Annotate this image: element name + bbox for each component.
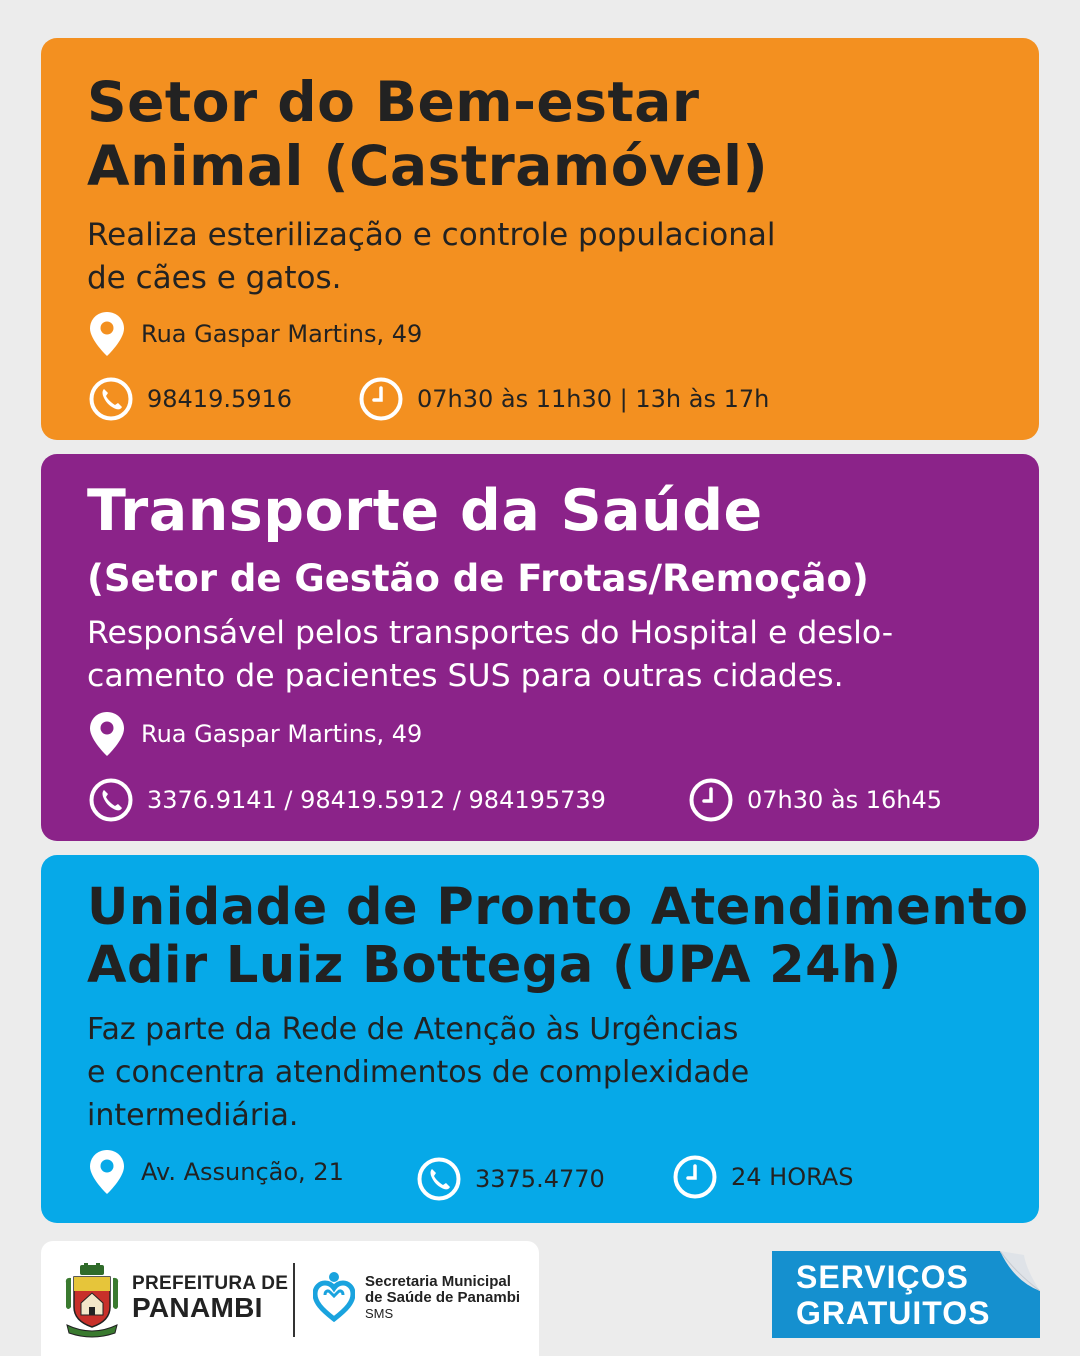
card-description-line-1: Responsável pelos transportes do Hospital e deslo-	[87, 615, 894, 651]
card-address	[87, 710, 422, 758]
card-description-line-1: Realiza esterilização e controle populacional	[87, 217, 776, 253]
card-description-line-2: camento de pacientes SUS para outras cidades.	[87, 658, 844, 694]
phone-icon	[89, 377, 133, 421]
card-phone	[89, 377, 292, 421]
sms-logo-text	[365, 1274, 520, 1322]
prefeitura-bottom-text: PANAMBI	[132, 1292, 263, 1323]
service-card-castramovel	[41, 38, 1039, 440]
card-subtitle: (Setor de Gestão de Frotas/Remoção)	[87, 557, 869, 600]
address-text: Av. Assunção, 21	[141, 1158, 344, 1186]
city-crest-icon	[63, 1263, 121, 1339]
card-title-line-2: Animal (Castramóvel)	[87, 134, 769, 198]
clock-icon	[673, 1155, 717, 1199]
card-address	[87, 310, 422, 358]
sms-heart-logo-icon	[313, 1271, 355, 1323]
card-title-line-1: Unidade de Pronto Atendimento	[87, 878, 1029, 937]
card-description-line-1: Faz parte da Rede de Atenção às Urgências	[87, 1012, 739, 1047]
card-address	[87, 1148, 344, 1196]
hours-text: 07h30 às 16h45	[747, 786, 943, 814]
address-text: Rua Gaspar Martins, 49	[141, 720, 423, 748]
card-description	[87, 612, 893, 698]
card-hours	[359, 377, 769, 421]
map-pin-icon	[87, 710, 127, 758]
card-description-line-3: intermediária.	[87, 1098, 299, 1133]
secretaria-abbr: SMS	[365, 1306, 394, 1321]
card-title-line-1: Setor do Bem-estar	[87, 70, 700, 134]
prefeitura-logo-text	[132, 1274, 288, 1322]
badge-line-2: GRATUITOS	[796, 1295, 991, 1331]
servicos-gratuitos-badge	[772, 1251, 1040, 1338]
card-title	[87, 879, 1029, 995]
address-text: Rua Gaspar Martins, 49	[141, 320, 423, 348]
card-title	[87, 70, 768, 198]
service-card-upa	[41, 855, 1039, 1223]
phone-text: 3376.9141 / 98419.5912 / 984195739	[147, 786, 606, 814]
card-phone	[417, 1157, 605, 1201]
card-hours	[673, 1155, 853, 1199]
secretaria-line-2: de Saúde de Panambi	[365, 1289, 521, 1306]
prefeitura-top-text: PREFEITURA DE	[132, 1273, 289, 1294]
phone-text: 98419.5916	[147, 385, 293, 413]
phone-text: 3375.4770	[475, 1165, 605, 1193]
card-phone	[89, 778, 606, 822]
card-hours	[689, 778, 942, 822]
map-pin-icon	[87, 310, 127, 358]
card-description-line-2: e concentra atendimentos de complexidade	[87, 1055, 750, 1090]
phone-icon	[89, 778, 133, 822]
card-description	[87, 214, 776, 300]
hours-text: 24 HORAS	[731, 1163, 854, 1191]
card-description	[87, 1008, 749, 1137]
card-title-line-2: Adir Luiz Bottega (UPA 24h)	[87, 936, 902, 995]
phone-icon	[417, 1157, 461, 1201]
service-card-transporte	[41, 454, 1039, 841]
badge-line-1: SERVIÇOS	[796, 1259, 969, 1295]
card-title: Transporte da Saúde	[87, 478, 763, 544]
page-curl-icon	[1000, 1251, 1040, 1291]
hours-text: 07h30 às 11h30 | 13h às 17h	[417, 385, 770, 413]
secretaria-line-1: Secretaria Municipal	[365, 1273, 511, 1290]
footer-logos	[41, 1241, 539, 1356]
clock-icon	[359, 377, 403, 421]
logo-divider	[293, 1263, 295, 1337]
clock-icon	[689, 778, 733, 822]
map-pin-icon	[87, 1148, 127, 1196]
card-description-line-2: de cães e gatos.	[87, 260, 342, 296]
